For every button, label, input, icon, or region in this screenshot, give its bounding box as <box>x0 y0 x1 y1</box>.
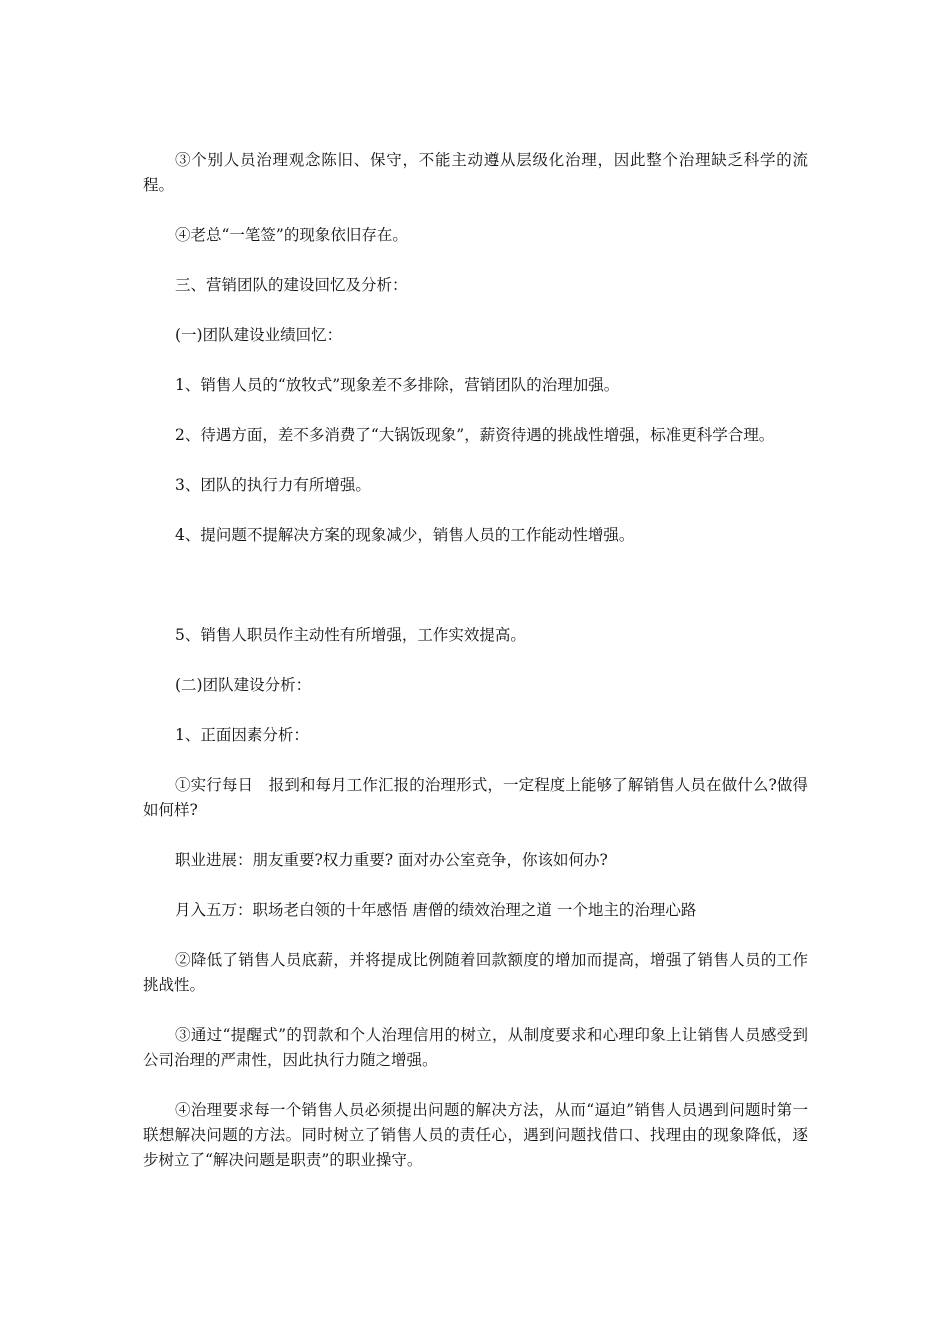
document-page <box>143 148 808 1198</box>
list-item-4: 4、提问题不提解决方案的现象减少，销售人员的工作能动性增强。 <box>175 526 635 544</box>
subheading-performance-review: (一)团队建设业绩回忆： <box>175 326 343 344</box>
list-item-1: 1、销售人员的“放牧式”现象差不多排除，营销团队的治理加强。 <box>175 376 620 394</box>
subheading-team-analysis: (二)团队建设分析： <box>175 676 312 694</box>
paragraph-reminder-fines: ③通过“提醒式”的罚款和个人治理信用的树立，从制度要求和心理印象上让销售人员感受到公司治理的严肃性，因此执行力随之增强。 <box>143 1026 808 1069</box>
blank-gap <box>143 573 808 623</box>
subheading-positive-factors: 1、正面因素分析： <box>175 726 309 744</box>
paragraph-one-signature: ④老总“一笔签”的现象依旧存在。 <box>175 226 408 244</box>
paragraph-management-outdated: ③个别人员治理观念陈旧、保守，不能主动遵从层级化治理，因此整个治理缺乏科学的流程。 <box>143 151 808 194</box>
paragraph-monthly-income: 月入五万：职场老白领的十年感悟 唐僧的绩效治理之道 一个地主的治理心路 <box>175 901 697 919</box>
list-item-2: 2、待遇方面，差不多消费了“大锅饭现象”，薪资待遇的挑战性增强，标准更科学合理。 <box>175 426 775 444</box>
paragraph-base-salary: ②降低了销售人员底薪，并将提成比例随着回款额度的增加而提高，增强了销售人员的工作挑战性。 <box>143 951 808 994</box>
paragraph-career-development: 职业进展：朋友重要?权力重要? 面对办公室竞争，你该如何办? <box>175 851 608 869</box>
paragraph-daily-report: ①实行每日 报到和每月工作汇报的治理形式，一定程度上能够了解销售人员在做什么?做得如何样? <box>143 776 808 819</box>
list-item-3: 3、团队的执行力有所增强。 <box>175 476 371 494</box>
paragraph-problem-solving: ④治理要求每一个销售人员必须提出问题的解决方法，从而“逼迫”销售人员遇到问题时第一联想解决问题的方法。同时树立了销售人员的责任心，遇到问题找借口、找理由的现象降低，逐步树立了“解决问题是职责”的职业操守。 <box>143 1101 808 1169</box>
section-heading-team-building: 三、营销团队的建设回忆及分析： <box>175 276 408 294</box>
list-item-5: 5、销售人职员作主动性有所增强，工作实效提高。 <box>175 626 526 644</box>
